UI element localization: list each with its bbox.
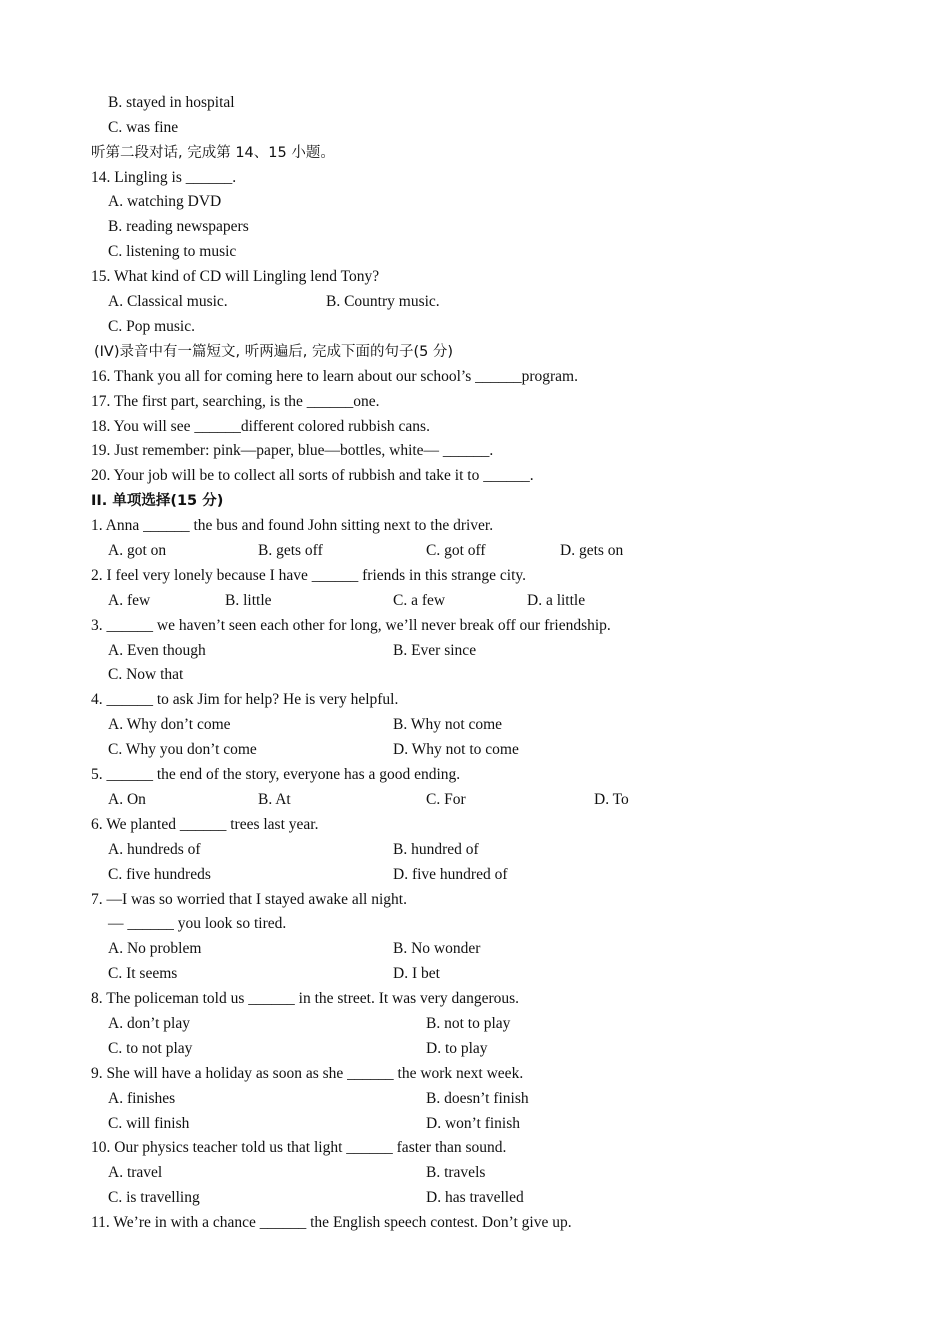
mc-q1-options — [0, 539, 950, 563]
mc-q8-option-d: D. to play — [426, 1040, 488, 1057]
q14-option-b: B. reading newspapers — [108, 218, 249, 235]
mc-q1-option-a: A. got on — [108, 542, 167, 559]
mc-q8-option-a: A. don’t play — [108, 1015, 190, 1032]
mc-q8-option-c: C. to not play — [108, 1040, 193, 1057]
mc-q6-option-b: B. hundred of — [393, 841, 479, 858]
mc-q9-stem: 9. She will have a holiday as soon as she ______ the work next week. — [91, 1065, 524, 1082]
mc-q11-stem: 11. We’re in with a chance ______ the English speech contest. Don’t give up. — [91, 1214, 572, 1231]
mc-q6-option-d: D. five hundred of — [393, 866, 508, 883]
mc-q7-options-row-1 — [0, 937, 950, 961]
mc-q7-stem-reply: — ______ you look so tired. — [108, 915, 287, 932]
q13-option-c: C. was fine — [108, 119, 179, 136]
q15-options-row-1 — [0, 290, 950, 314]
dialog2-instruction: 听第二段对话, 完成第 14、15 小题。 — [91, 145, 335, 161]
mc-q7-option-d: D. I bet — [393, 965, 440, 982]
mc-q5-options — [0, 788, 950, 812]
mc-q4-options-row-2 — [0, 738, 950, 762]
mc-q9-option-d: D. won’t finish — [426, 1115, 521, 1132]
part-iv-item-17: 17. The first part, searching, is the ______one. — [91, 393, 380, 410]
mc-q9-option-c: C. will finish — [108, 1115, 190, 1132]
mc-q10-options-row-1 — [0, 1161, 950, 1185]
mc-q8-options-row-1 — [0, 1012, 950, 1036]
mc-q1-stem: 1. Anna ______ the bus and found John sitting next to the driver. — [91, 517, 494, 534]
mc-q4-option-d: D. Why not to come — [393, 741, 519, 758]
mc-q7-options-row-2 — [0, 962, 950, 986]
mc-q4-option-a: A. Why don’t come — [108, 716, 231, 733]
mc-q5-option-d: D. To — [594, 791, 629, 808]
mc-q6-options-row-1 — [0, 838, 950, 862]
mc-q8-stem: 8. The policeman told us ______ in the street. It was very dangerous. — [91, 990, 520, 1007]
mc-q1-option-d: D. gets on — [560, 542, 624, 559]
part-iv-item-20: 20. Your job will be to collect all sorts of rubbish and take it to ______. — [91, 467, 534, 484]
part-ii-heading: II. 单项选择(15 分) — [91, 493, 224, 509]
q15-option-b: B. Country music. — [326, 293, 440, 310]
mc-q9-option-b: B. doesn’t finish — [426, 1090, 529, 1107]
mc-q7-option-a: A. No problem — [108, 940, 202, 957]
part-iv-heading: (IV)录音中有一篇短文, 听两遍后, 完成下面的句子(5 分) — [94, 344, 454, 360]
mc-q4-option-c: C. Why you don’t come — [108, 741, 257, 758]
mc-q2-option-b: B. little — [225, 592, 272, 609]
part-iv-item-18: 18. You will see ______different colored rubbish cans. — [91, 418, 430, 435]
mc-q10-option-a: A. travel — [108, 1164, 163, 1181]
part-iv-item-19: 19. Just remember: pink—paper, blue—bottles, white— ______. — [91, 442, 494, 459]
q14-stem: 14. Lingling is ______. — [91, 169, 237, 186]
mc-q2-option-a: A. few — [108, 592, 151, 609]
q14-option-c: C. listening to music — [108, 243, 237, 260]
mc-q4-option-b: B. Why not come — [393, 716, 503, 733]
mc-q2-options — [0, 589, 950, 613]
mc-q10-stem: 10. Our physics teacher told us that light ______ faster than sound. — [91, 1139, 507, 1156]
mc-q7-stem: 7. —I was so worried that I stayed awake all night. — [91, 891, 407, 908]
q14-option-a: A. watching DVD — [108, 193, 222, 210]
mc-q10-option-d: D. has travelled — [426, 1189, 524, 1206]
mc-q2-option-c: C. a few — [393, 592, 446, 609]
mc-q7-option-b: B. No wonder — [393, 940, 481, 957]
mc-q2-option-d: D. a little — [527, 592, 586, 609]
mc-q8-options-row-2 — [0, 1037, 950, 1061]
q15-option-c: C. Pop music. — [108, 318, 195, 335]
mc-q8-option-b: B. not to play — [426, 1015, 511, 1032]
mc-q6-options-row-2 — [0, 863, 950, 887]
mc-q5-option-b: B. At — [258, 791, 291, 808]
mc-q6-option-c: C. five hundreds — [108, 866, 211, 883]
mc-q4-stem: 4. ______ to ask Jim for help? He is very helpful. — [91, 691, 399, 708]
mc-q9-option-a: A. finishes — [108, 1090, 176, 1107]
mc-q5-stem: 5. ______ the end of the story, everyone has a good ending. — [91, 766, 461, 783]
mc-q3-option-c: C. Now that — [108, 666, 184, 683]
mc-q5-option-a: A. On — [108, 791, 146, 808]
mc-q3-options-row-1 — [0, 639, 950, 663]
mc-q3-option-b: B. Ever since — [393, 642, 477, 659]
mc-q3-stem: 3. ______ we haven’t seen each other for long, we’ll never break off our friendship. — [91, 617, 611, 634]
mc-q3-option-a: A. Even though — [108, 642, 206, 659]
mc-q9-options-row-2 — [0, 1112, 950, 1136]
q13-option-b: B. stayed in hospital — [108, 94, 235, 111]
mc-q1-option-c: C. got off — [426, 542, 486, 559]
mc-q7-option-c: C. It seems — [108, 965, 178, 982]
mc-q10-option-c: C. is travelling — [108, 1189, 200, 1206]
q15-option-a: A. Classical music. — [108, 293, 228, 310]
mc-q1-option-b: B. gets off — [258, 542, 323, 559]
mc-q2-stem: 2. I feel very lonely because I have ______ friends in this strange city. — [91, 567, 527, 584]
mc-q9-options-row-1 — [0, 1087, 950, 1111]
mc-q5-option-c: C. For — [426, 791, 466, 808]
mc-q6-option-a: A. hundreds of — [108, 841, 201, 858]
mc-q6-stem: 6. We planted ______ trees last year. — [91, 816, 319, 833]
mc-q10-option-b: B. travels — [426, 1164, 486, 1181]
mc-q4-options-row-1 — [0, 713, 950, 737]
part-iv-item-16: 16. Thank you all for coming here to learn about our school’s ______program. — [91, 368, 578, 385]
q15-stem: 15. What kind of CD will Lingling lend Tony? — [91, 268, 380, 285]
mc-q10-options-row-2 — [0, 1186, 950, 1210]
